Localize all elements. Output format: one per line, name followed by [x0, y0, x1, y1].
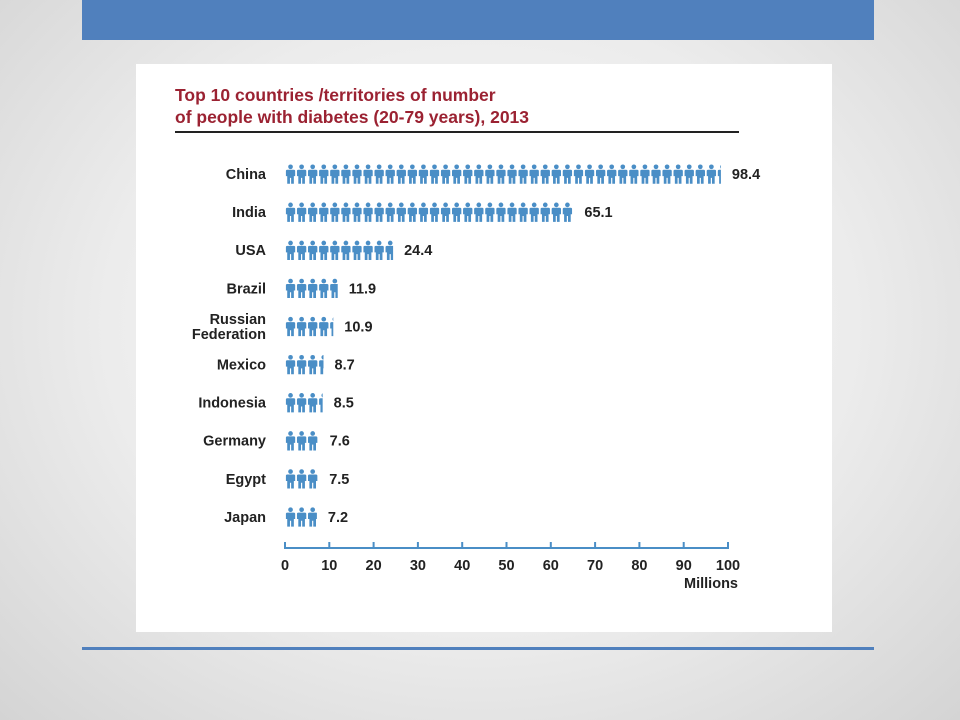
person-icon: [618, 164, 627, 183]
category-label: Federation: [191, 326, 266, 343]
bar-row: [226, 469, 350, 488]
value-label: 7.6: [329, 433, 350, 450]
person-icon: [696, 164, 705, 183]
person-icon: [297, 203, 306, 222]
person-icon: [330, 164, 339, 183]
chart-title-line-1: Top 10 countries /territories of number: [175, 85, 496, 105]
person-icon: [430, 203, 439, 222]
x-tick-label: 10: [321, 558, 338, 574]
person-icon: [496, 164, 505, 183]
person-icon: [574, 164, 583, 183]
person-icon: [507, 203, 516, 222]
pictogram-bar: [286, 507, 318, 526]
person-icon: [530, 203, 539, 222]
person-icon: [319, 317, 328, 336]
x-tick-label: 90: [675, 558, 692, 574]
pictogram-bar: [286, 241, 395, 260]
x-tick-label: 40: [454, 558, 471, 574]
person-icon: [363, 241, 372, 260]
person-icon: [563, 203, 572, 222]
category-label: India: [232, 205, 266, 222]
person-icon: [374, 164, 383, 183]
person-icon: [541, 164, 550, 183]
person-icon: [341, 203, 350, 222]
x-tick-label: 50: [498, 558, 515, 574]
person-icon: [297, 393, 306, 412]
category-label: USA: [235, 243, 266, 260]
person-icon: [297, 469, 306, 488]
person-icon: [319, 431, 328, 450]
person-icon: [286, 393, 295, 412]
value-label: 10.9: [344, 319, 373, 336]
person-icon: [286, 355, 295, 374]
person-icon: [352, 241, 361, 260]
person-icon: [386, 241, 395, 260]
value-label: 24.4: [404, 243, 433, 260]
person-icon: [718, 164, 727, 183]
x-tick-label: 20: [365, 558, 382, 574]
person-icon: [297, 355, 306, 374]
footer-rule: [82, 647, 874, 650]
category-label: Russian: [209, 311, 266, 328]
bar-row: [217, 355, 355, 374]
person-icon: [330, 203, 339, 222]
person-icon: [297, 507, 306, 526]
person-icon: [330, 279, 339, 298]
pictogram-bar: [286, 279, 340, 298]
category-label: Mexico: [216, 357, 266, 374]
person-icon: [662, 164, 671, 183]
bar-row: [198, 393, 354, 412]
bar-row: [226, 164, 760, 183]
person-icon: [319, 203, 328, 222]
person-icon: [308, 203, 317, 222]
person-icon: [297, 164, 306, 183]
x-tick-label: 0: [280, 558, 290, 574]
person-icon: [319, 355, 328, 374]
person-icon: [308, 431, 317, 450]
person-icon: [286, 203, 295, 222]
category-label: Indonesia: [198, 395, 266, 412]
pictogram-bar: [286, 164, 727, 183]
person-icon: [596, 164, 605, 183]
person-icon: [286, 431, 295, 450]
person-icon: [363, 203, 372, 222]
person-icon: [319, 164, 328, 183]
value-label: 8.7: [334, 357, 355, 374]
value-label: 98.4: [731, 167, 761, 183]
person-icon: [651, 164, 660, 183]
category-label: Egypt: [225, 471, 266, 488]
bar-row: [224, 507, 348, 526]
person-icon: [386, 164, 395, 183]
person-icon: [585, 164, 594, 183]
pictogram-bar: [286, 431, 329, 450]
person-icon: [297, 279, 306, 298]
person-icon: [286, 164, 295, 183]
person-icon: [607, 164, 616, 183]
person-icon: [308, 469, 317, 488]
person-icon: [397, 164, 406, 183]
person-icon: [518, 203, 527, 222]
person-icon: [496, 203, 505, 222]
person-icon: [297, 241, 306, 260]
person-icon: [308, 317, 317, 336]
category-label: Brazil: [226, 281, 266, 298]
category-label: Japan: [224, 509, 266, 526]
value-label: 7.5: [329, 471, 350, 488]
bar-row: [203, 431, 350, 450]
person-icon: [352, 203, 361, 222]
person-icon: [530, 164, 539, 183]
value-label: 65.1: [584, 205, 613, 222]
bar-row: [227, 279, 377, 298]
person-icon: [297, 431, 306, 450]
person-icon: [330, 317, 339, 336]
person-icon: [430, 164, 439, 183]
pictogram-bar: [286, 469, 318, 488]
person-icon: [341, 164, 350, 183]
bar-row: [192, 312, 373, 343]
value-label: 11.9: [348, 281, 377, 298]
person-icon: [640, 164, 649, 183]
person-icon: [374, 203, 383, 222]
person-icon: [507, 164, 516, 183]
category-label: Germany: [203, 433, 266, 450]
person-icon: [552, 164, 561, 183]
value-label: 8.5: [333, 395, 354, 412]
bar-row: [232, 203, 612, 222]
person-icon: [319, 279, 328, 298]
person-icon: [563, 164, 572, 183]
person-icon: [707, 164, 716, 183]
person-icon: [574, 203, 583, 222]
person-icon: [308, 393, 317, 412]
person-icon: [308, 507, 317, 526]
person-icon: [485, 164, 494, 183]
person-icon: [474, 203, 483, 222]
person-icon: [297, 317, 306, 336]
pictogram-bar: [286, 317, 340, 336]
person-icon: [629, 164, 638, 183]
x-tick-label: 70: [587, 558, 604, 574]
x-axis-title: Millions: [684, 576, 738, 592]
person-icon: [408, 203, 417, 222]
person-icon: [673, 164, 682, 183]
person-icon: [286, 317, 295, 336]
person-icon: [286, 469, 295, 488]
person-icon: [286, 507, 295, 526]
pictogram-bar: [286, 393, 329, 412]
value-label: 7.2: [327, 509, 349, 526]
person-icon: [419, 203, 428, 222]
person-icon: [308, 279, 317, 298]
person-icon: [319, 241, 328, 260]
person-icon: [308, 355, 317, 374]
person-icon: [352, 164, 361, 183]
person-icon: [452, 164, 461, 183]
person-icon: [441, 164, 450, 183]
person-icon: [374, 241, 383, 260]
person-icon: [474, 164, 483, 183]
person-icon: [552, 203, 561, 222]
pictogram-bar: [286, 355, 329, 374]
x-axis: [281, 542, 740, 592]
x-tick-label: 100: [715, 558, 741, 574]
person-icon: [308, 164, 317, 183]
person-icon: [308, 241, 317, 260]
person-icon: [330, 241, 339, 260]
person-icon: [685, 164, 694, 183]
person-icon: [319, 393, 328, 412]
person-icon: [463, 203, 472, 222]
category-label: China: [225, 167, 266, 183]
chart-title-line-2: of people with diabetes (20-79 years), 2013: [175, 107, 530, 127]
person-icon: [286, 241, 295, 260]
person-icon: [485, 203, 494, 222]
person-icon: [341, 241, 350, 260]
person-icon: [408, 164, 417, 183]
x-tick-label: 80: [631, 558, 648, 574]
person-icon: [386, 203, 395, 222]
person-icon: [363, 164, 372, 183]
x-tick-label: 60: [542, 558, 559, 574]
x-tick-label: 30: [409, 558, 426, 574]
person-icon: [286, 279, 295, 298]
person-icon: [463, 164, 472, 183]
person-icon: [518, 164, 527, 183]
bar-row: [235, 241, 432, 260]
person-icon: [541, 203, 550, 222]
person-icon: [397, 203, 406, 222]
person-icon: [419, 164, 428, 183]
person-icon: [441, 203, 450, 222]
pictogram-bar: [286, 203, 583, 222]
person-icon: [452, 203, 461, 222]
